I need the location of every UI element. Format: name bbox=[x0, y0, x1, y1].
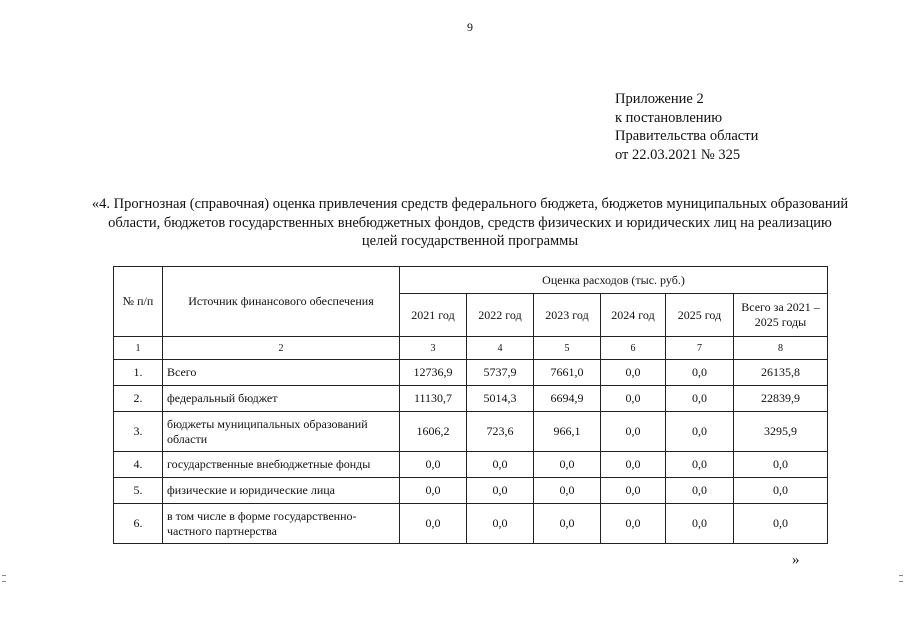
value-cell: 5737,9 bbox=[467, 360, 534, 386]
header-year: 2023 год bbox=[534, 294, 601, 337]
value-cell: 0,0 bbox=[601, 478, 666, 504]
value-cell: 0,0 bbox=[666, 504, 734, 544]
row-source: Всего bbox=[163, 360, 400, 386]
table-row bbox=[114, 360, 828, 386]
value-cell: 3295,9 bbox=[734, 412, 828, 452]
header-num: № п/п bbox=[114, 267, 163, 337]
value-cell: 12736,9 bbox=[400, 360, 467, 386]
value-cell: 22839,9 bbox=[734, 386, 828, 412]
table-row bbox=[114, 478, 828, 504]
appendix-line: к постановлению bbox=[615, 109, 723, 126]
value-cell: 0,0 bbox=[666, 478, 734, 504]
scan-edge-mark bbox=[2, 581, 6, 582]
value-cell: 0,0 bbox=[734, 452, 828, 478]
scan-edge-mark bbox=[899, 575, 903, 576]
header-source: Источник финансового обеспечения bbox=[163, 267, 400, 337]
value-cell: 0,0 bbox=[400, 478, 467, 504]
value-cell: 0,0 bbox=[734, 478, 828, 504]
value-cell: 0,0 bbox=[734, 504, 828, 544]
index-cell: 4 bbox=[467, 337, 534, 360]
row-source: федеральный бюджет bbox=[163, 386, 400, 412]
appendix-block bbox=[615, 90, 758, 164]
value-cell: 0,0 bbox=[666, 452, 734, 478]
row-num: 6. bbox=[114, 504, 163, 544]
row-source: бюджеты муниципальных образований области bbox=[163, 412, 400, 452]
row-source: физические и юридические лица bbox=[163, 478, 400, 504]
scan-edge-mark bbox=[899, 581, 903, 582]
value-cell: 26135,8 bbox=[734, 360, 828, 386]
page-number: 9 bbox=[467, 20, 473, 34]
index-cell: 1 bbox=[114, 337, 163, 360]
table-row bbox=[114, 412, 828, 452]
value-cell: 0,0 bbox=[666, 412, 734, 452]
header-total: Всего за 2021 – 2025 годы bbox=[734, 294, 828, 337]
header-year: 2024 год bbox=[601, 294, 666, 337]
index-cell: 5 bbox=[534, 337, 601, 360]
value-cell: 0,0 bbox=[534, 452, 601, 478]
value-cell: 0,0 bbox=[534, 504, 601, 544]
index-cell: 2 bbox=[163, 337, 400, 360]
closing-quote: » bbox=[792, 552, 800, 568]
header-year: 2021 год bbox=[400, 294, 467, 337]
value-cell: 5014,3 bbox=[467, 386, 534, 412]
row-source: государственные внебюджетные фонды bbox=[163, 452, 400, 478]
table-row bbox=[114, 504, 828, 544]
appendix-line: Правительства области bbox=[615, 128, 759, 144]
value-cell: 0,0 bbox=[601, 360, 666, 386]
appendix-line: Приложение 2 bbox=[615, 91, 704, 107]
value-cell: 6694,9 bbox=[534, 386, 601, 412]
header-year: 2022 год bbox=[467, 294, 534, 337]
index-cell: 6 bbox=[601, 337, 666, 360]
table-row bbox=[114, 452, 828, 478]
value-cell: 7661,0 bbox=[534, 360, 601, 386]
value-cell: 723,6 bbox=[467, 412, 534, 452]
scan-edge-mark bbox=[2, 575, 6, 576]
financing-table bbox=[113, 266, 828, 544]
section-heading: «4. Прогнозная (справочная) оценка привлечения средств федерального бюджета, бюджетов муниципальных образований области, бюджетов государственных внебюджетных фондов, средств физических и юридических лиц на реализацию целей государственной программы bbox=[91, 196, 849, 249]
value-cell: 1606,2 bbox=[400, 412, 467, 452]
column-index-row bbox=[114, 337, 828, 360]
row-num: 2. bbox=[114, 386, 163, 412]
index-cell: 3 bbox=[400, 337, 467, 360]
appendix-line: от 22.03.2021 № 325 bbox=[615, 146, 741, 163]
value-cell: 0,0 bbox=[601, 504, 666, 544]
value-cell: 0,0 bbox=[400, 452, 467, 478]
row-source: в том числе в форме государственно-частного партнерства bbox=[163, 504, 400, 544]
value-cell: 0,0 bbox=[467, 452, 534, 478]
value-cell: 0,0 bbox=[467, 504, 534, 544]
index-cell: 8 bbox=[734, 337, 828, 360]
index-cell: 7 bbox=[666, 337, 734, 360]
value-cell: 0,0 bbox=[400, 504, 467, 544]
value-cell: 966,1 bbox=[534, 412, 601, 452]
header-year: 2025 год bbox=[666, 294, 734, 337]
value-cell: 0,0 bbox=[666, 386, 734, 412]
value-cell: 11130,7 bbox=[400, 386, 467, 412]
value-cell: 0,0 bbox=[534, 478, 601, 504]
row-num: 4. bbox=[114, 452, 163, 478]
table-row bbox=[114, 386, 828, 412]
value-cell: 0,0 bbox=[601, 386, 666, 412]
row-num: 3. bbox=[114, 412, 163, 452]
header-expense-group: Оценка расходов (тыс. руб.) bbox=[400, 267, 828, 294]
row-num: 1. bbox=[114, 360, 163, 386]
value-cell: 0,0 bbox=[666, 360, 734, 386]
value-cell: 0,0 bbox=[601, 452, 666, 478]
row-num: 5. bbox=[114, 478, 163, 504]
value-cell: 0,0 bbox=[467, 478, 534, 504]
value-cell: 0,0 bbox=[601, 412, 666, 452]
